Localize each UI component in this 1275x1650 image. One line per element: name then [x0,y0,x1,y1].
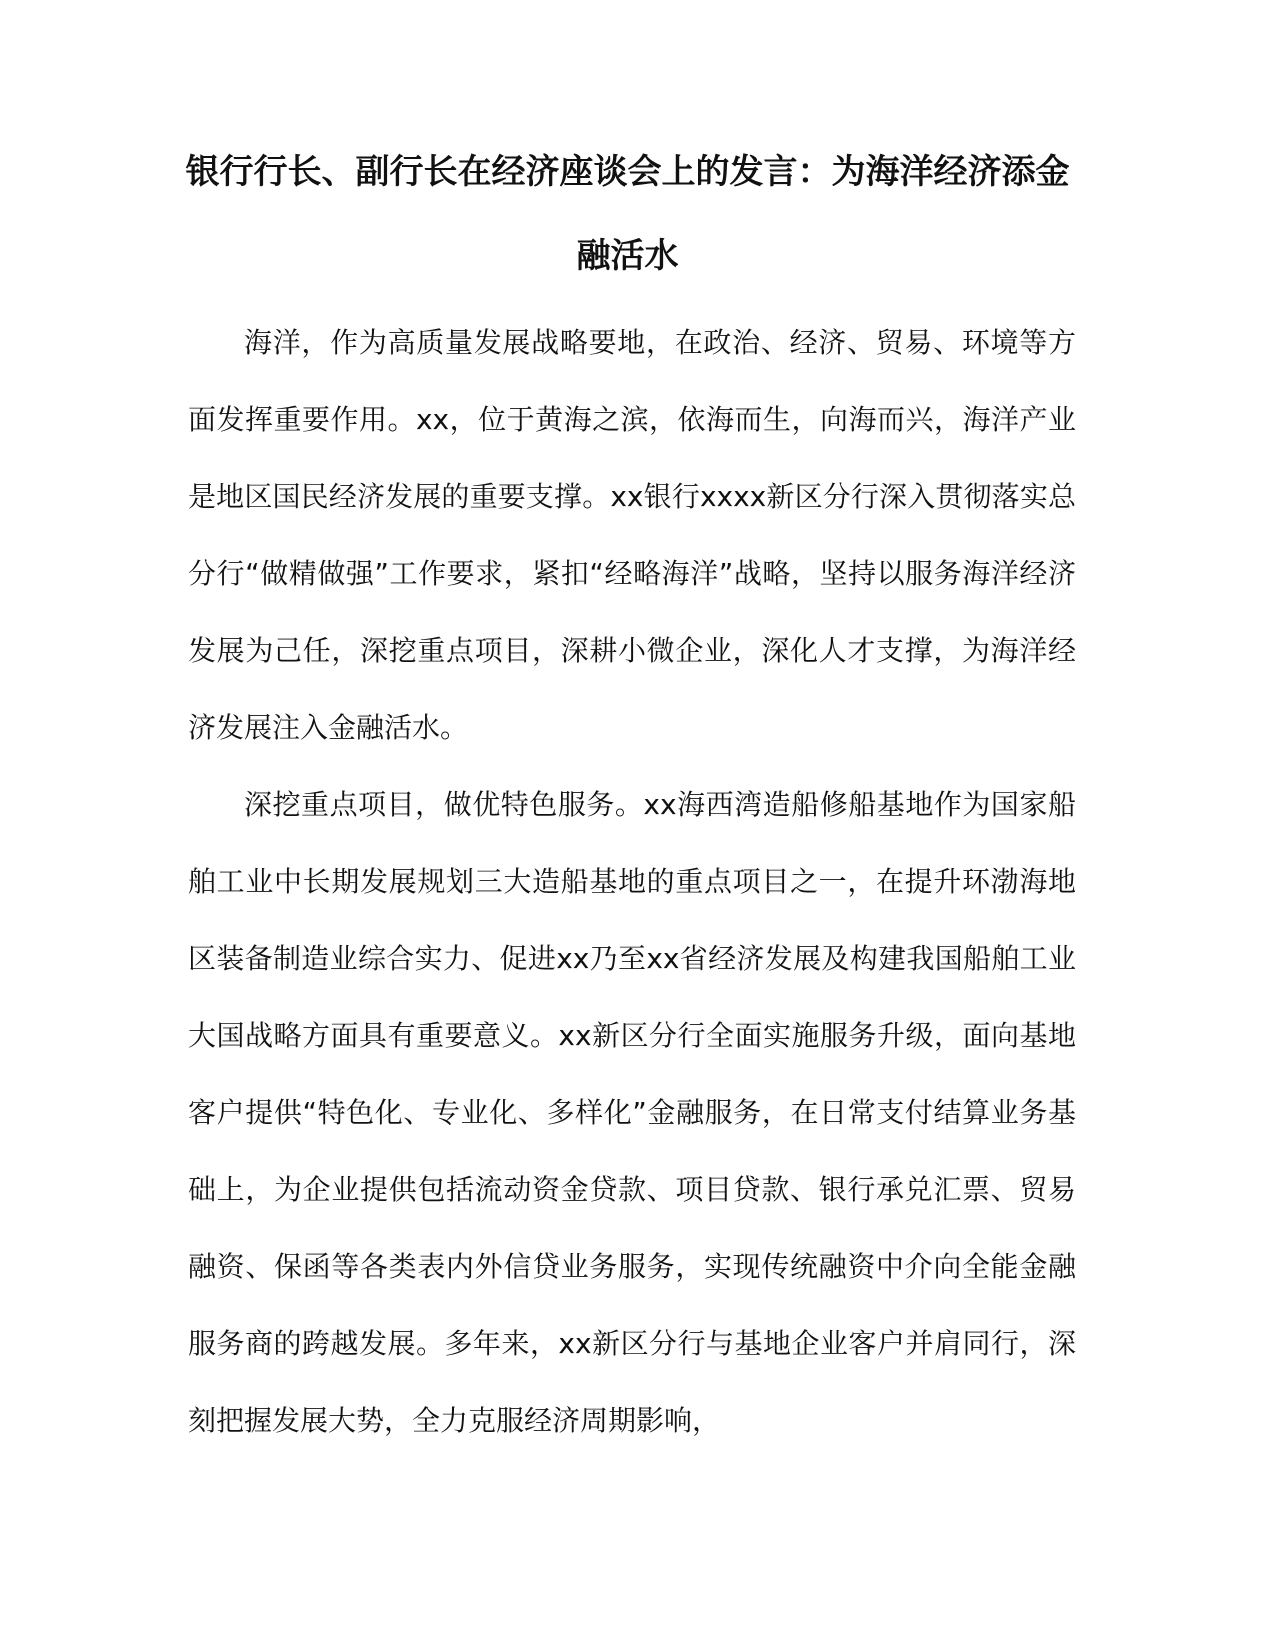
paragraph-1: 海洋，作为高质量发展战略要地，在政治、经济、贸易、环境等方面发挥重要作用。xx，位于黄海之滨，依海而生，向海而兴，海洋产业是地区国民经济发展的重要支撑。xx银行xxxx新区分行深入贯彻落实总分行“做精做强”工作要求，紧扣“经略海洋”战略，坚持以服务海洋经济发展为己任，深挖重点项目，深耕小微企业，深化人才支撑，为海洋经济发展注入金融活水。 [188,326,1076,744]
paragraph-2: 深挖重点项目，做优特色服务。xx海西湾造船修船基地作为国家船舶工业中长期发展规划三大造船基地的重点项目之一，在提升环渤海地区装备制造业综合实力、促进xx乃至xx省经济发展及构建我国船舶工业大国战略方面具有重要意义。xx新区分行全面实施服务升级，面向基地客户提供“特色化、专业化、多样化”金融服务，在日常支付结算业务基础上，为企业提供包括流动资金贷款、项目贷款、银行承兑汇票、贸易融资、保函等各类表内外信贷业务服务，实现传统融资中介向全能金融服务商的跨越发展。多年来，xx新区分行与基地企业客户并肩同行，深刻把握发展大势，全力克服经济周期影响， [188,788,1076,1437]
document-title: 银行行长、副行长在经济座谈会上的发言：为海洋经济添金融活水 [185,152,1070,276]
document-body [188,304,1076,1459]
